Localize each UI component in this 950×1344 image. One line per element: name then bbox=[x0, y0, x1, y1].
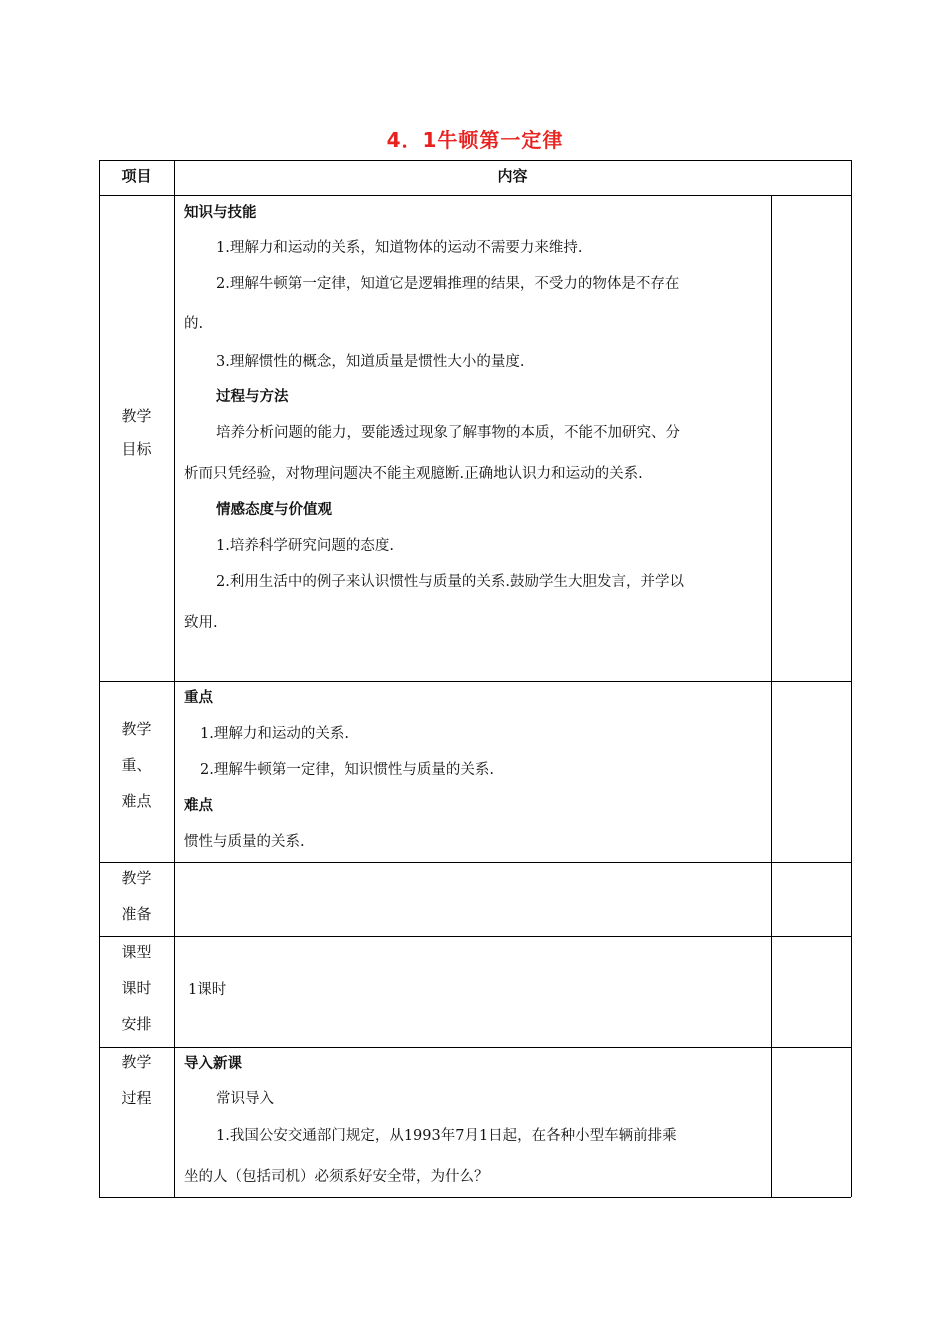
label-line: 课时 bbox=[121, 979, 152, 997]
text-line: 2.理解牛顿第一定律，知识惯性与质量的关系. bbox=[200, 762, 494, 778]
label-line: 教学 bbox=[121, 869, 152, 887]
header-item: 项目 bbox=[121, 167, 152, 185]
row-label-objectives bbox=[99, 400, 174, 466]
label-line: 课型 bbox=[121, 943, 152, 961]
section-heading: 难点 bbox=[184, 798, 213, 814]
label-line: 目标 bbox=[121, 440, 152, 458]
text-line: 1.理解力和运动的关系，知道物体的运动不需要力来维持. bbox=[216, 240, 583, 256]
text-line: 致用. bbox=[184, 615, 218, 631]
label-line: 教学 bbox=[121, 407, 152, 425]
label-line: 教学 bbox=[121, 1053, 152, 1071]
text-line: 培养分析问题的能力，要能透过现象了解事物的本质，不能不加研究、分 bbox=[216, 425, 680, 441]
section-heading: 导入新课 bbox=[184, 1056, 242, 1072]
text-line: 1课时 bbox=[188, 982, 227, 998]
row-label-keypoints bbox=[99, 711, 174, 819]
text-line: 2.理解牛顿第一定律，知道它是逻辑推理的结果，不受力的物体是不存在 bbox=[216, 276, 680, 292]
text-line: 1.培养科学研究问题的态度. bbox=[216, 538, 394, 554]
section-heading: 知识与技能 bbox=[184, 205, 257, 221]
label-line: 安排 bbox=[121, 1015, 152, 1033]
section-heading: 过程与方法 bbox=[216, 389, 289, 405]
text-line: 坐的人（包括司机）必须系好安全带，为什么？ bbox=[184, 1169, 489, 1185]
section-heading: 情感态度与价值观 bbox=[216, 502, 332, 518]
text-line: 惯性与质量的关系. bbox=[184, 834, 305, 850]
text-line: 2.利用生活中的例子来认识惯性与质量的关系.鼓励学生大胆发言，并学以 bbox=[216, 574, 684, 590]
text-line: 1.理解力和运动的关系. bbox=[200, 726, 349, 742]
text-line: 1.我国公安交通部门规定，从1993年7月1日起，在各种小型车辆前排乘 bbox=[216, 1128, 677, 1144]
row-label-preparation bbox=[99, 860, 174, 932]
label-line: 过程 bbox=[121, 1089, 152, 1107]
row-label-process bbox=[99, 1044, 174, 1116]
label-line: 难点 bbox=[121, 792, 152, 810]
text-line: 常识导入 bbox=[216, 1091, 274, 1107]
header-content: 内容 bbox=[497, 167, 528, 185]
row-label-schedule bbox=[99, 934, 174, 1042]
text-line: 的. bbox=[184, 316, 204, 332]
text-line: 3.理解惯性的概念，知道质量是惯性大小的量度. bbox=[216, 354, 525, 370]
text-line: 析而只凭经验，对物理问题决不能主观臆断.正确地认识力和运动的关系. bbox=[184, 466, 643, 482]
label-line: 准备 bbox=[121, 905, 152, 923]
label-line: 教学 bbox=[121, 720, 152, 738]
page-title: 4．1牛顿第一定律 bbox=[386, 128, 564, 152]
section-heading: 重点 bbox=[184, 690, 213, 706]
label-line: 重、 bbox=[121, 756, 152, 774]
